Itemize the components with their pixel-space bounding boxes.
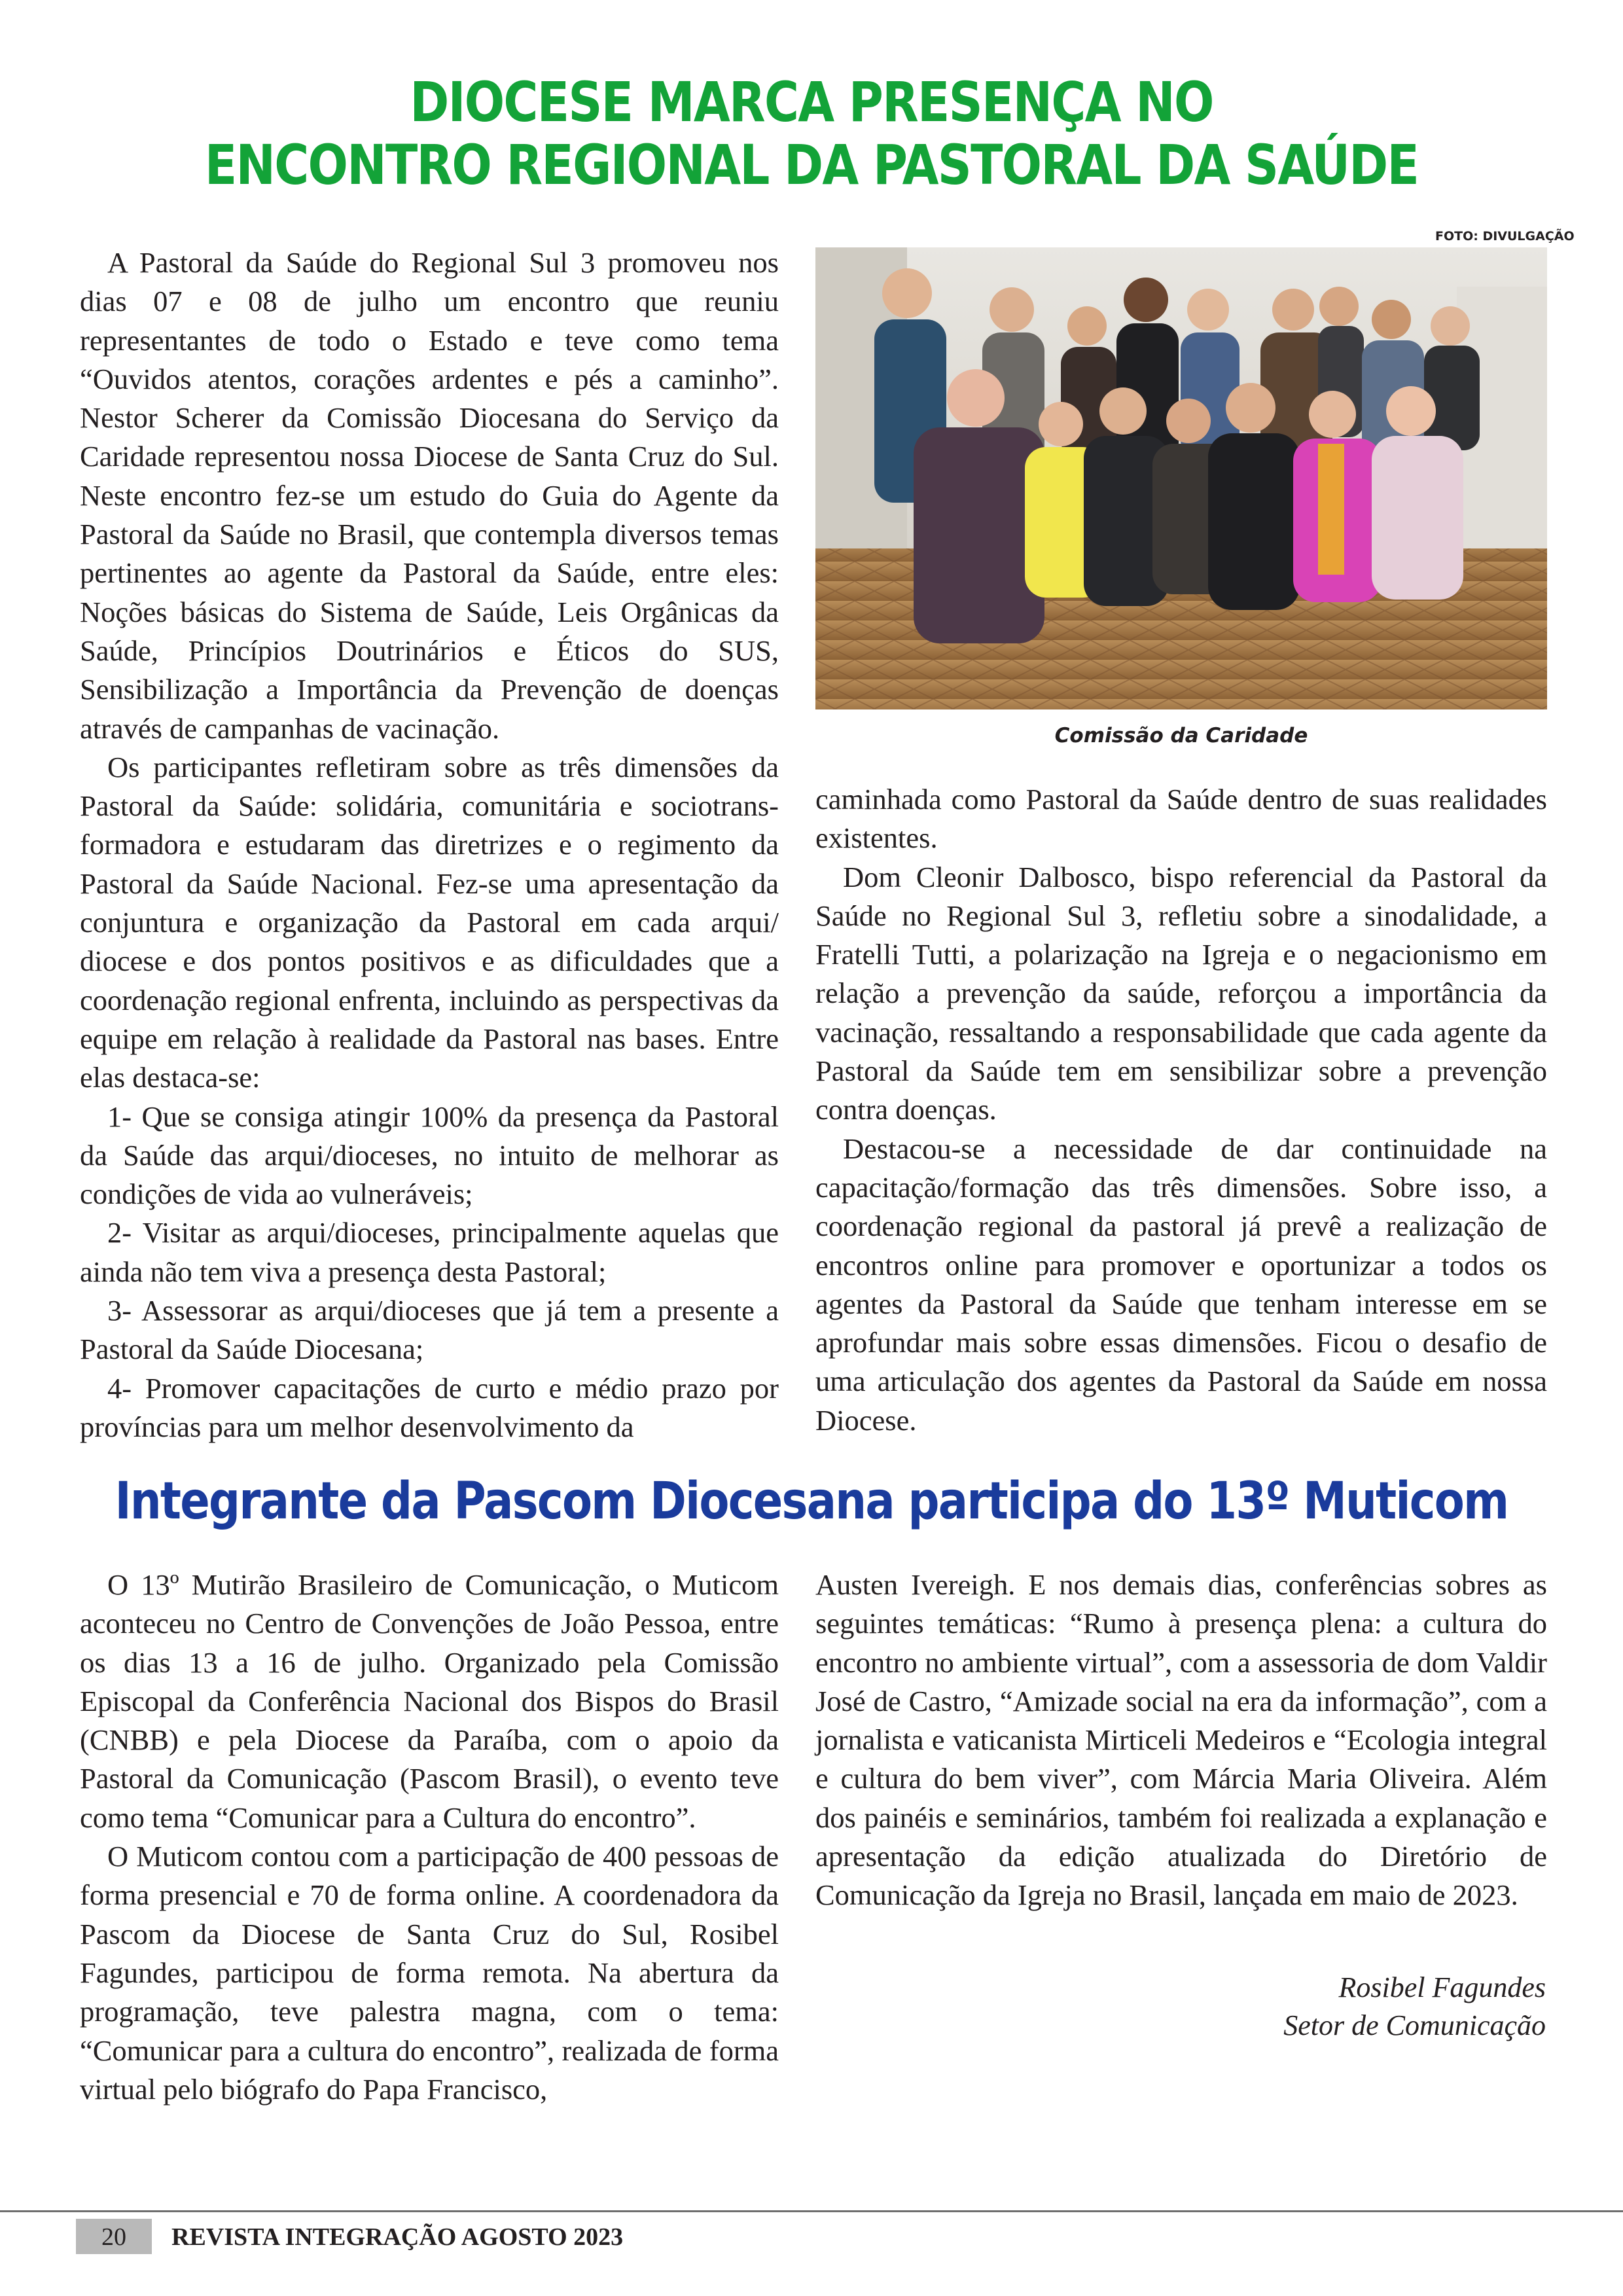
page-number: 20 (101, 2223, 126, 2251)
paragraph: A Pastoral da Saúde do Regional Sul 3 promoveu nos dias 07 e 08 de julho um encontro que reuniu representantes de todo o Estado e teve como tema “Ouvidos atentos, corações ardentes e pés a caminho”. Nestor Scherer da Comissão Diocesana do Serviço da Caridade representou nossa Diocese de Santa Cruz do Sul. Neste encontro fez-se um estudo do Guia do Agente da Pastoral da Saúde no Brasil, que contempla diversos temas pertinentes ao agente da Pastoral da Saúde, entre eles: Noções básicas do Sistema de Saúde, Leis Orgânicas da Saúde, Princípios Doutrinários e Éticos do SUS, Sensibilização a Importância da Prevenção de doenças através de campanhas de vacinação. (80, 246, 779, 745)
paragraph: O 13º Mutirão Brasileiro de Comunicação, o Muticom aconteceu no Centro de Convenções de João Pessoa, entre os dias 13 a 16 de julho. Organizado pela Comissão Episcopal da Conferência Nacional dos Bispos do Brasil (CNBB) e pela Diocese da Paraíba, com o apoio da Pastoral da Comunicação (Pascom Brasil), o evento teve como tema “Comunicar para a Cultura do encontro”. (80, 1568, 779, 1834)
paragraph: caminhada como Pastoral da Saúde dentro de suas realidades existentes. (815, 783, 1547, 855)
photo-caption: Comissão da Caridade (1054, 724, 1308, 747)
signature-role: Setor de Comunicação (1283, 2009, 1546, 2041)
article-1-title-line-1: DIOCESE MARCA PRESENÇA NO (410, 70, 1213, 134)
article-2-title: Integrante da Pascom Diocesana participa do 13º Muticom (115, 1472, 1508, 1531)
publication-name: REVISTA INTEGRAÇÃO AGOSTO 2023 (171, 2223, 624, 2251)
list-item: 4- Promover capacitações de curto e médio prazo por províncias para um melhor desenvolvimento da (80, 1371, 779, 1443)
paragraph: O Muticom contou com a participação de 400 pessoas de forma presencial e 70 de forma online. A coordenadora da Pascom da Diocese de Santa Cruz do Sul, Rosibel Fagundes, participou de forma remota. Na abertura da programação, teve palestra magna, com o tema: “Comunicar para a cultura do encontro”, realizada de forma virtual pelo biógrafo do Papa Francisco, (80, 1840, 779, 2106)
article-2-right-column (815, 1566, 1547, 1915)
group-photo (815, 247, 1547, 709)
article-1-title-line-2: ENCONTRO REGIONAL DA PASTORAL DA SAÚDE (204, 133, 1419, 197)
article-1-left-column (80, 243, 779, 1446)
paragraph: Destacou-se a necessidade de dar continuidade na capacitação/formação das três dimensões. Sobre isso, a coordenação regional da pastoral já prevê a realização de encontros online para promover e oportunizar a todos os agentes da Pastoral da Saúde que tenham interesse em se aprofundar mais sobre essas dimensões. Ficou o desafio de uma articulação dos agentes da Pastoral da Saúde em nossa Diocese. (815, 1132, 1547, 1437)
signature-name: Rosibel Fagundes (1338, 1971, 1546, 2003)
article-2-left-column (80, 1566, 779, 2109)
footer-divider (0, 2210, 1623, 2212)
list-item: 1- Que se consiga atingir 100% da presença da Pastoral da Saúde das arqui/dioceses, no intuito de melhorar as condições de vida ao vulneráveis; (80, 1100, 779, 1211)
signature (1283, 1969, 1546, 2045)
paragraph: Dom Cleonir Dalbosco, bispo referencial da Pastoral da Saúde no Regional Sul 3, refletiu sobre a sinodalidade, a Fratelli Tutti, a polarização na Igreja e o negacionismo em relação a prevenção da saúde, reforçou a importância da vacinação, ressaltando a responsabilidade que cada agente da Pastoral da Saúde tem em sensibilizar sobre a prevenção contra doenças. (815, 860, 1547, 1126)
photo-credit: FOTO: DIVULGAÇÃO (1435, 229, 1575, 243)
list-item: 3- Assessorar as arqui/dioceses que já tem a presente a Pastoral da Saúde Diocesana; (80, 1294, 779, 1366)
paragraph: Austen Ivereigh. E nos demais dias, conferências sobres as seguintes temáticas: “Rumo à presença plena: a cultura do encontro no ambiente virtual”, com a assessoria de dom Valdir José de Castro, “Amizade social na era da informação”, com a jornalista e vaticanista Mirticeli Medeiros e “Ecologia integral e cultura do bem viver”, com Márcia Maria Oliveira. Além dos painéis e seminários, também foi realizada a explanação e apresentação da edição atualizada do Diretório de Comunicação da Igreja no Brasil, lançada em maio de 2023. (815, 1568, 1547, 1912)
list-item: 2- Visitar as arqui/dioceses, principalmente aquelas que ainda não tem viva a presença desta Pastoral; (80, 1216, 779, 1288)
paragraph: Os participantes refletiram sobre as três dimensões da Pastoral da Saúde: solidária, comunitária e sociotransformadora e estudaram das diretrizes e o regimento da Pastoral da Saúde Nacional. Fez-se uma apresentação da conjuntura e organização da Pastoral em cada arqui/ diocese e dos pontos positivos e as dificuldades que a coordenação regional enfrenta, incluindo as perspectivas da equipe em relação à realidade da Pastoral nas bases. Entre elas destaca-se: (80, 750, 779, 1094)
article-1-right-column (815, 780, 1547, 1440)
